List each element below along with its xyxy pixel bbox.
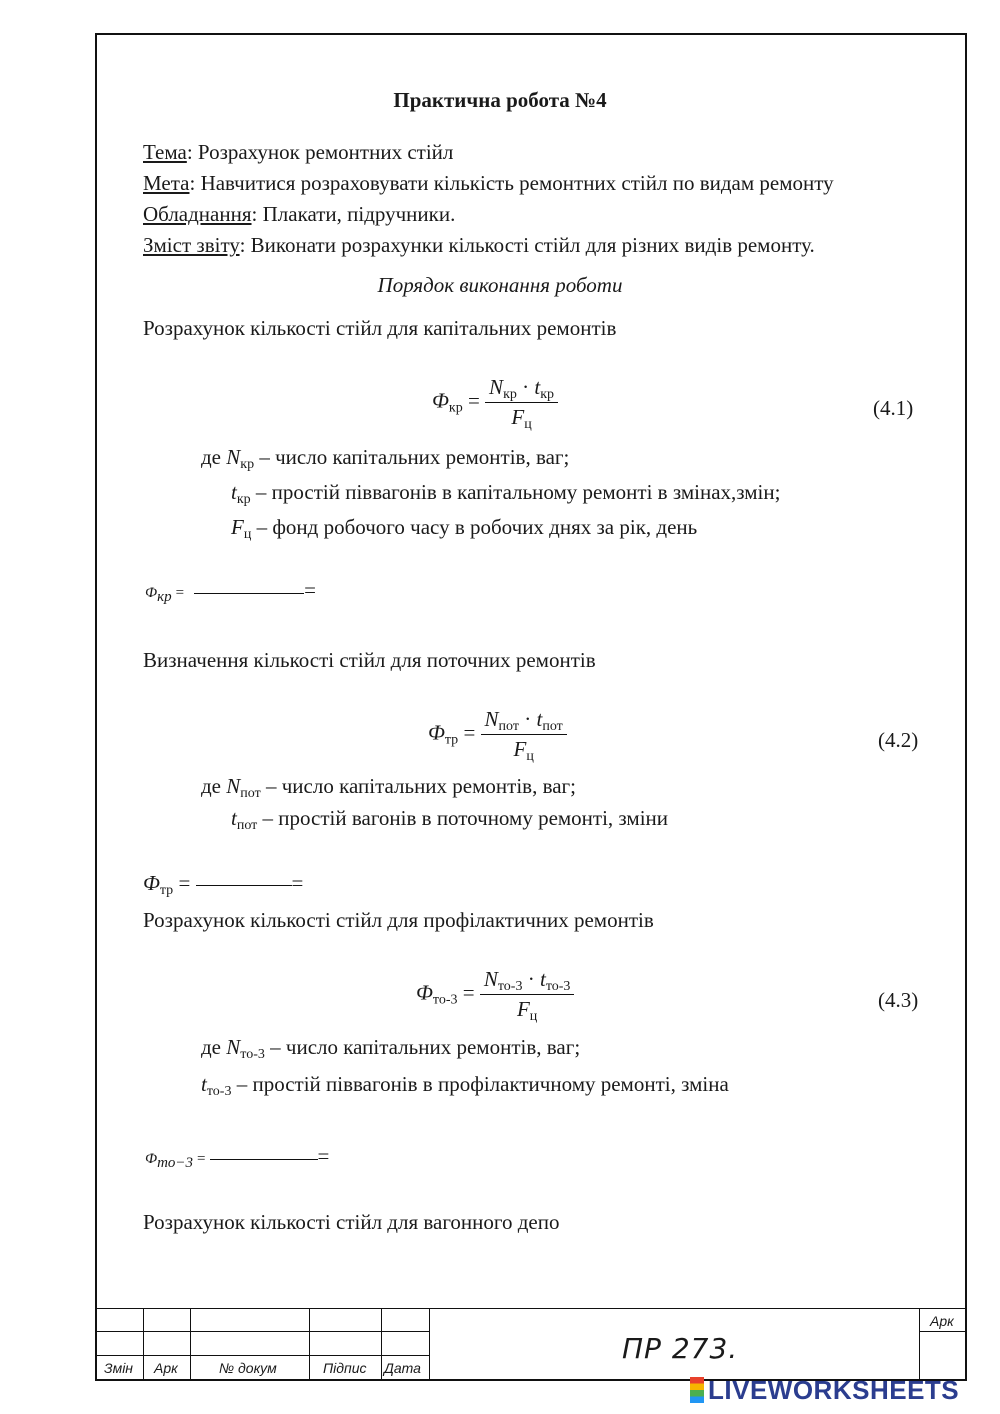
col-label-changes: Змін [104, 1360, 134, 1376]
title-block-col-line [190, 1308, 191, 1381]
col-label-date: Дата [384, 1360, 421, 1376]
title-block-col-line [919, 1308, 920, 1381]
section-heading-preventive: Розрахунок кількості стійл для профілактичних ремонтів [143, 908, 654, 932]
meta-goal: Мета: Навчитися розраховувати кількість ремонтних стійл по видам ремонту [143, 171, 834, 195]
formula-4-1: $Ф_{кр}$ = $\frac{N_{кр} \cdot t_{кр}}{F_ц}$ [432, 375, 558, 430]
where-line: $t_{пот}$ – простій вагонів в поточному ремонті, зміни [231, 806, 669, 833]
section-heading-depot: Розрахунок кількості стійл для вагонного депо [143, 1210, 560, 1234]
equation-number: (4.3) [878, 988, 919, 1012]
procedure-heading: Порядок виконання роботи [377, 273, 623, 297]
title-block-row-line [95, 1331, 429, 1332]
answer-blank[interactable] [210, 1159, 318, 1160]
col-label-doc-number: № докум [219, 1360, 277, 1376]
page-title: Практична робота №4 [393, 88, 607, 112]
section-heading-capital: Розрахунок кількості стійл для капітальних ремонтів [143, 316, 617, 340]
answer-blank[interactable] [194, 593, 304, 594]
formula-4-3: $Ф_{то-3}$ = $\frac{N_{то-3} \cdot t_{то-3}}{F_ц}$ [416, 967, 574, 1022]
title-block-top-border [95, 1308, 967, 1309]
where-line: де $N_{то-3}$ – число капітальних ремонтів, ваг; [201, 1035, 581, 1062]
logo-icon [690, 1377, 704, 1403]
title-block-col-line [429, 1308, 430, 1381]
where-line: де $N_{пот}$ – число капітальних ремонтів, ваг; [201, 774, 576, 801]
document-number: ПР 273. [622, 1332, 739, 1365]
where-line: де $N_{кр}$ – число капітальних ремонтів, ваг; [201, 445, 570, 472]
title-block-row-line [919, 1331, 967, 1332]
answer-preventive: $Ф_{то-3}$ = = [145, 1144, 330, 1171]
sheet-label: Арк [930, 1313, 954, 1329]
where-line: $F_ц$ – фонд робочого часу в робочих днях за рік, день [231, 515, 698, 542]
answer-capital: $Ф_{кр}$ = = [145, 578, 316, 605]
equation-number: (4.2) [878, 728, 919, 752]
title-block [95, 1308, 967, 1381]
col-label-sheet: Арк [154, 1360, 178, 1376]
formula-4-2: $Ф_{тр}$ = $\frac{N_{пот} \cdot t_{пот}}{F_ц}$ [428, 707, 567, 762]
equation-number: (4.1) [873, 396, 914, 420]
answer-current: $Ф_{тр}$ = = [143, 871, 304, 898]
title-block-row-line [95, 1355, 429, 1356]
title-block-col-line [381, 1308, 382, 1381]
where-line: $t_{то-3}$ – простій піввагонів в профілактичному ремонті, зміна [201, 1072, 729, 1099]
col-label-signature: Підпис [323, 1360, 367, 1376]
meta-topic: Тема: Розрахунок ремонтних стійл [143, 140, 454, 164]
answer-blank[interactable] [196, 885, 292, 886]
title-block-col-line [143, 1308, 144, 1381]
meta-equipment: Обладнання: Плакати, підручники. [143, 202, 456, 226]
meta-report: Зміст звіту: Виконати розрахунки кількості стійл для різних видів ремонту. [143, 233, 815, 257]
title-block-col-line [309, 1308, 310, 1381]
where-line: $t_{кр}$ – простій піввагонів в капітальному ремонті в змінах,змін; [231, 480, 781, 507]
section-heading-current: Визначення кількості стійл для поточних ремонтів [143, 648, 596, 672]
liveworksheets-logo: LIVEWORKSHEETS [690, 1375, 959, 1406]
